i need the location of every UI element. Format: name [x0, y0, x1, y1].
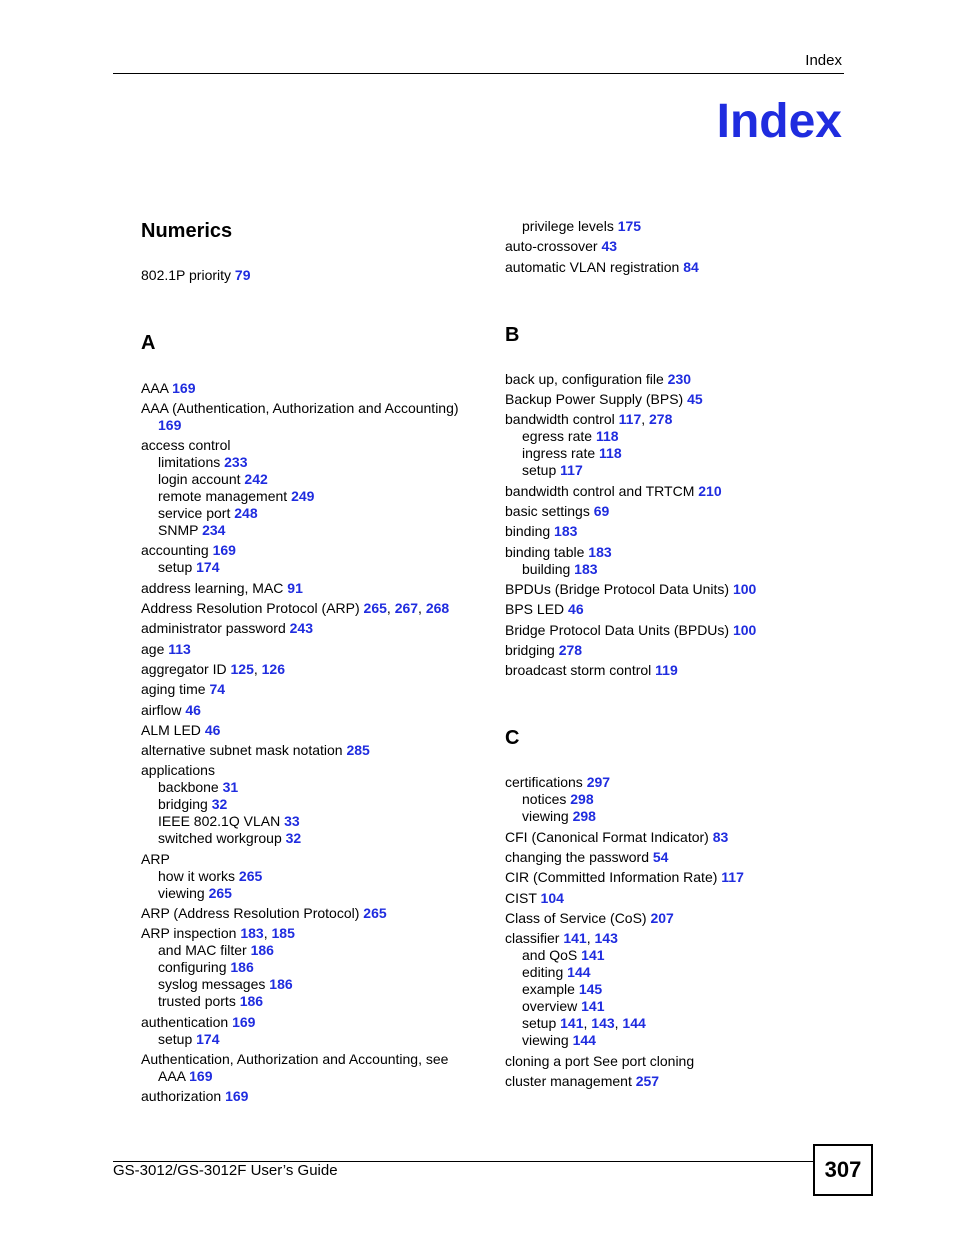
- page-link[interactable]: 230: [667, 370, 692, 387]
- section-heading: Numerics: [141, 220, 233, 242]
- index-term: airflow: [141, 701, 186, 718]
- index-term: BPS LED: [505, 601, 569, 618]
- page-link[interactable]: 119: [655, 662, 678, 679]
- index-term: applications: [141, 762, 215, 779]
- page-link[interactable]: 32: [285, 830, 302, 847]
- page-link[interactable]: 298: [570, 791, 594, 808]
- index-entry: [141, 722, 491, 739]
- page-link[interactable]: 169: [232, 1013, 256, 1030]
- index-term: Address Resolution Protocol (ARP): [141, 600, 364, 617]
- page-link[interactable]: 169: [225, 1088, 249, 1105]
- index-term: Class of Service (CoS): [505, 909, 651, 926]
- page-link[interactable]: 174: [196, 559, 220, 576]
- page-link[interactable]: 46: [204, 721, 221, 738]
- page-link[interactable]: 145: [578, 981, 603, 998]
- page-number: 307: [813, 1144, 873, 1196]
- index-term: bridging: [158, 796, 212, 813]
- index-term: and QoS: [522, 947, 582, 964]
- index-entry: [141, 742, 491, 759]
- page-link[interactable]: 285: [346, 742, 370, 759]
- index-term: notices: [522, 791, 571, 808]
- index-term: viewing: [522, 808, 573, 825]
- index-subentry: [505, 445, 855, 462]
- page-link[interactable]: 126: [261, 660, 285, 677]
- page-link[interactable]: 249: [291, 488, 315, 505]
- page-link[interactable]: 32: [211, 796, 228, 813]
- index-term: alternative subnet mask notation: [141, 742, 347, 759]
- index-entry: [141, 681, 491, 698]
- page-link[interactable]: 183: [574, 560, 598, 577]
- index-term: CFI (Canonical Format Indicator): [505, 828, 713, 845]
- index-entry: [505, 829, 855, 846]
- index-term: basic settings: [505, 503, 594, 520]
- page-link[interactable]: 265: [238, 867, 263, 884]
- section-gap: [505, 276, 855, 322]
- index-subentry: [505, 947, 855, 964]
- index-entry: [505, 849, 855, 866]
- index-section: [505, 218, 855, 276]
- page-link[interactable]: 143: [594, 930, 618, 947]
- index-entry: [141, 417, 491, 434]
- page-link[interactable]: 31: [222, 779, 239, 796]
- index-entry: [505, 662, 855, 679]
- page-link[interactable]: 169: [172, 379, 196, 396]
- index-term: Authentication, Authorization and Accounting, see: [141, 1050, 449, 1067]
- index-term: authorization: [141, 1088, 226, 1105]
- index-entry: [505, 869, 855, 886]
- page-link[interactable]: 185: [271, 925, 295, 942]
- index-term: ARP (Address Resolution Protocol): [141, 905, 364, 922]
- index-term: how it works: [158, 867, 239, 884]
- index-entry: [141, 641, 491, 658]
- page-link[interactable]: 143: [591, 1015, 615, 1032]
- index-subentry: [141, 830, 491, 847]
- index-term: privilege levels: [522, 218, 618, 234]
- index-term: viewing: [522, 1032, 573, 1049]
- page-link[interactable]: 141: [581, 998, 605, 1015]
- index-entry: [505, 890, 855, 907]
- index-term: setup: [522, 462, 561, 479]
- index-subentry: [141, 471, 491, 488]
- page-link[interactable]: 118: [599, 445, 622, 462]
- index-entry: [505, 930, 855, 947]
- index-subentry: [505, 791, 855, 808]
- index-term: IEEE 802.1Q VLAN: [158, 813, 285, 830]
- index-term: 802.1P priority: [141, 267, 235, 284]
- page-link[interactable]: 278: [649, 411, 673, 428]
- page-separator: ,: [263, 925, 272, 942]
- index-section: [141, 218, 491, 284]
- index-term: broadcast storm control: [505, 662, 656, 679]
- index-subentry: [141, 522, 491, 539]
- index-term: limitations: [158, 454, 225, 471]
- page-link[interactable]: 186: [250, 942, 274, 959]
- index-entry: [505, 523, 855, 540]
- index-subentry: [505, 462, 855, 479]
- page-link[interactable]: 265: [363, 600, 387, 617]
- index-subentry: [141, 959, 491, 976]
- index-entry: [505, 642, 855, 659]
- index-entry: [141, 925, 491, 942]
- index-section: [505, 322, 855, 680]
- page-link[interactable]: 100: [732, 580, 757, 597]
- index-entry: [505, 774, 855, 791]
- page-link[interactable]: 144: [622, 1015, 646, 1032]
- page-link[interactable]: 183: [554, 523, 578, 540]
- index-entry: [141, 600, 491, 617]
- index-entry: [141, 905, 491, 922]
- index-subentry: [141, 942, 491, 959]
- page-link[interactable]: 257: [635, 1072, 660, 1089]
- page-title: Index: [716, 95, 842, 148]
- index-term: overview: [522, 998, 582, 1015]
- page-link[interactable]: 141: [581, 947, 605, 964]
- index-term: ingress rate: [522, 445, 600, 462]
- index-term: remote management: [158, 488, 292, 505]
- index-term: Backup Power Supply (BPS): [505, 391, 688, 408]
- index-entry: [141, 851, 491, 868]
- index-subentry: [141, 813, 491, 830]
- page-link[interactable]: 125: [230, 660, 254, 677]
- index-subentry: [141, 993, 491, 1010]
- page-link[interactable]: 298: [572, 808, 596, 825]
- index-term: building: [522, 560, 575, 577]
- page-link[interactable]: 69: [593, 503, 610, 520]
- page-link[interactable]: 144: [567, 964, 591, 981]
- section-gap: [141, 284, 491, 330]
- page-link[interactable]: 46: [568, 601, 584, 618]
- page-link[interactable]: 104: [540, 889, 564, 906]
- index-entry: [141, 1051, 491, 1068]
- index-term: editing: [522, 964, 568, 981]
- index-subentry: [505, 964, 855, 981]
- page-separator: ,: [253, 660, 262, 677]
- index-term: CIR (Committed Information Rate): [505, 869, 722, 886]
- index-subentry: [141, 488, 491, 505]
- header-label: Index: [805, 52, 842, 69]
- index-entry: [505, 483, 855, 500]
- index-entry: [141, 1088, 491, 1105]
- section-gap: [505, 679, 855, 725]
- index-term: and MAC filter: [158, 942, 251, 959]
- footer-guide-title: GS-3012/GS-3012F User’s Guide: [113, 1162, 338, 1179]
- page-link[interactable]: 278: [558, 641, 583, 658]
- heading-gap: [141, 244, 491, 264]
- page-link[interactable]: 265: [208, 884, 232, 901]
- page-link[interactable]: 144: [572, 1032, 596, 1049]
- index-term: age: [141, 640, 169, 657]
- page-link[interactable]: 169: [158, 416, 182, 433]
- page-link[interactable]: 233: [224, 454, 248, 471]
- index-term: aging time: [141, 681, 210, 698]
- page-link[interactable]: 117: [560, 462, 583, 479]
- index-term: bandwidth control and TRTCM: [505, 482, 699, 499]
- index-entry: [141, 437, 491, 454]
- index-subentry: [505, 981, 855, 998]
- index-term: egress rate: [522, 428, 596, 445]
- index-term: syslog messages: [158, 976, 270, 993]
- index-term: ARP inspection: [141, 925, 241, 942]
- index-term: administrator password: [141, 620, 290, 637]
- section-heading: A: [141, 332, 156, 355]
- page-link[interactable]: 118: [595, 428, 619, 445]
- index-entry: [141, 762, 491, 779]
- section-heading: C: [505, 727, 520, 750]
- index-term: SNMP: [158, 522, 203, 539]
- index-term: BPDUs (Bridge Protocol Data Units): [505, 580, 733, 597]
- index-entry: [141, 702, 491, 719]
- index-term: access control: [141, 437, 231, 454]
- index-term: AAA: [158, 1067, 190, 1084]
- index-entry: [505, 544, 855, 561]
- page-link[interactable]: 207: [650, 909, 674, 926]
- page-separator: ,: [586, 930, 595, 947]
- index-entry: [141, 580, 491, 597]
- heading-gap: [505, 751, 855, 771]
- page-link[interactable]: 45: [687, 391, 703, 408]
- index-subentry: [505, 561, 855, 578]
- page-link[interactable]: 169: [212, 542, 236, 559]
- index-term: auto-crossover: [505, 238, 602, 255]
- page-link[interactable]: 83: [712, 828, 729, 845]
- page-link[interactable]: 183: [240, 925, 264, 942]
- index-term: binding table: [505, 543, 589, 560]
- page-link[interactable]: 117: [721, 869, 744, 886]
- index-subentry: [141, 505, 491, 522]
- index-term: authentication: [141, 1013, 233, 1030]
- index-column-left: [141, 218, 491, 1105]
- index-term: setup: [158, 1030, 197, 1047]
- index-term: CIST: [505, 889, 541, 906]
- index-entry: [141, 542, 491, 559]
- section-heading: B: [505, 323, 520, 346]
- page-link[interactable]: 183: [588, 543, 612, 560]
- index-entry: [141, 400, 491, 417]
- index-entry: [505, 503, 855, 520]
- index-term: Bridge Protocol Data Units (BPDUs): [505, 621, 733, 638]
- index-subentry: [141, 976, 491, 993]
- index-subentry: [505, 218, 855, 235]
- index-subentry: [505, 1032, 855, 1049]
- page-link[interactable]: 248: [234, 505, 258, 522]
- index-entry: [505, 601, 855, 618]
- index-entry: [141, 1014, 491, 1031]
- index-term: service port: [158, 505, 235, 522]
- page-link[interactable]: 268: [425, 600, 450, 617]
- index-subentry: [505, 428, 855, 445]
- index-term: example: [522, 981, 579, 998]
- index-term: bridging: [505, 641, 559, 658]
- index-term: back up, configuration file: [505, 370, 668, 387]
- index-entry: [141, 620, 491, 637]
- page-separator: ,: [418, 600, 426, 617]
- index-term: setup: [158, 559, 197, 576]
- index-term: cluster management: [505, 1072, 636, 1089]
- index-section: [141, 330, 491, 1105]
- page-link[interactable]: 46: [185, 701, 201, 718]
- index-subentry: [141, 559, 491, 576]
- index-term: AAA: [141, 379, 173, 396]
- index-term: trusted ports: [158, 993, 240, 1010]
- index-term: setup: [522, 1015, 561, 1032]
- index-subentry: [505, 998, 855, 1015]
- index-term: address learning, MAC: [141, 579, 288, 596]
- index-entry: [505, 581, 855, 598]
- index-subentry: [141, 1031, 491, 1048]
- page-separator: ,: [386, 600, 395, 617]
- index-entry: [505, 371, 855, 388]
- page-link[interactable]: 33: [284, 813, 300, 830]
- page-link[interactable]: 186: [230, 959, 254, 976]
- page-link[interactable]: 84: [683, 258, 699, 275]
- index-entry: [505, 411, 855, 428]
- page-link[interactable]: 265: [363, 905, 387, 922]
- page-link[interactable]: 242: [244, 471, 268, 488]
- index-term: aggregator ID: [141, 660, 231, 677]
- index-term: viewing: [158, 884, 209, 901]
- index-subentry: [141, 868, 491, 885]
- index-subentry: [505, 808, 855, 825]
- index-entry: [141, 380, 491, 397]
- page-separator: ,: [614, 1015, 623, 1032]
- page-separator: ,: [583, 1015, 592, 1032]
- index-term: configuring: [158, 959, 231, 976]
- index-entry: [141, 267, 491, 284]
- index-entry: [505, 391, 855, 408]
- page-link[interactable]: 100: [732, 621, 757, 638]
- index-term: classifier: [505, 930, 564, 947]
- page-link[interactable]: 117: [618, 411, 642, 428]
- page-link[interactable]: 91: [287, 579, 303, 596]
- index-term: cloning a port See port cloning: [505, 1052, 695, 1069]
- page-link[interactable]: 297: [586, 774, 611, 791]
- index-entry: [505, 1053, 855, 1070]
- index-entry: [505, 622, 855, 639]
- page-link[interactable]: 74: [209, 681, 226, 698]
- page-link[interactable]: 175: [617, 218, 642, 234]
- index-subentry: [505, 1015, 855, 1032]
- page-link[interactable]: 243: [289, 620, 313, 637]
- page-link[interactable]: 210: [698, 482, 722, 499]
- index-column-right: [505, 218, 855, 1090]
- index-term: ALM LED: [141, 721, 205, 738]
- index-subentry: [141, 796, 491, 813]
- index-subentry: [141, 779, 491, 796]
- index-term: certifications: [505, 774, 587, 791]
- page-link[interactable]: 141: [563, 930, 587, 947]
- page-link[interactable]: 43: [601, 238, 618, 255]
- page-link[interactable]: 169: [189, 1067, 213, 1084]
- heading-gap: [505, 348, 855, 368]
- page-link[interactable]: 79: [234, 267, 251, 284]
- page-link[interactable]: 267: [394, 600, 419, 617]
- index-term: bandwidth control: [505, 411, 619, 428]
- page-link[interactable]: 186: [239, 993, 264, 1010]
- page-link[interactable]: 141: [560, 1015, 584, 1032]
- index-term: login account: [158, 471, 245, 488]
- index-subentry: [141, 454, 491, 471]
- index-term: switched workgroup: [158, 830, 286, 847]
- heading-gap: [141, 356, 491, 376]
- page-link[interactable]: 54: [652, 849, 669, 866]
- index-subentry: [141, 885, 491, 902]
- index-term: binding: [505, 523, 555, 540]
- page-link[interactable]: 113: [168, 640, 191, 657]
- index-section: [505, 725, 855, 1090]
- index-entry: [141, 661, 491, 678]
- index-entry: [505, 910, 855, 927]
- index-term: backbone: [158, 779, 223, 796]
- index-term: automatic VLAN registration: [505, 258, 684, 275]
- page-link[interactable]: 186: [269, 976, 293, 993]
- page-link[interactable]: 174: [196, 1030, 220, 1047]
- page-link[interactable]: 234: [202, 522, 226, 539]
- header-divider: [113, 73, 844, 74]
- index-entry: [141, 1068, 491, 1085]
- index-term: accounting: [141, 542, 213, 559]
- page-separator: ,: [641, 411, 650, 428]
- index-entry: [505, 238, 855, 255]
- index-term: ARP: [141, 850, 170, 867]
- index-term: changing the password: [505, 849, 653, 866]
- index-entry: [505, 1073, 855, 1090]
- index-entry: [505, 259, 855, 276]
- index-term: AAA (Authentication, Authorization and Accounting): [141, 399, 459, 416]
